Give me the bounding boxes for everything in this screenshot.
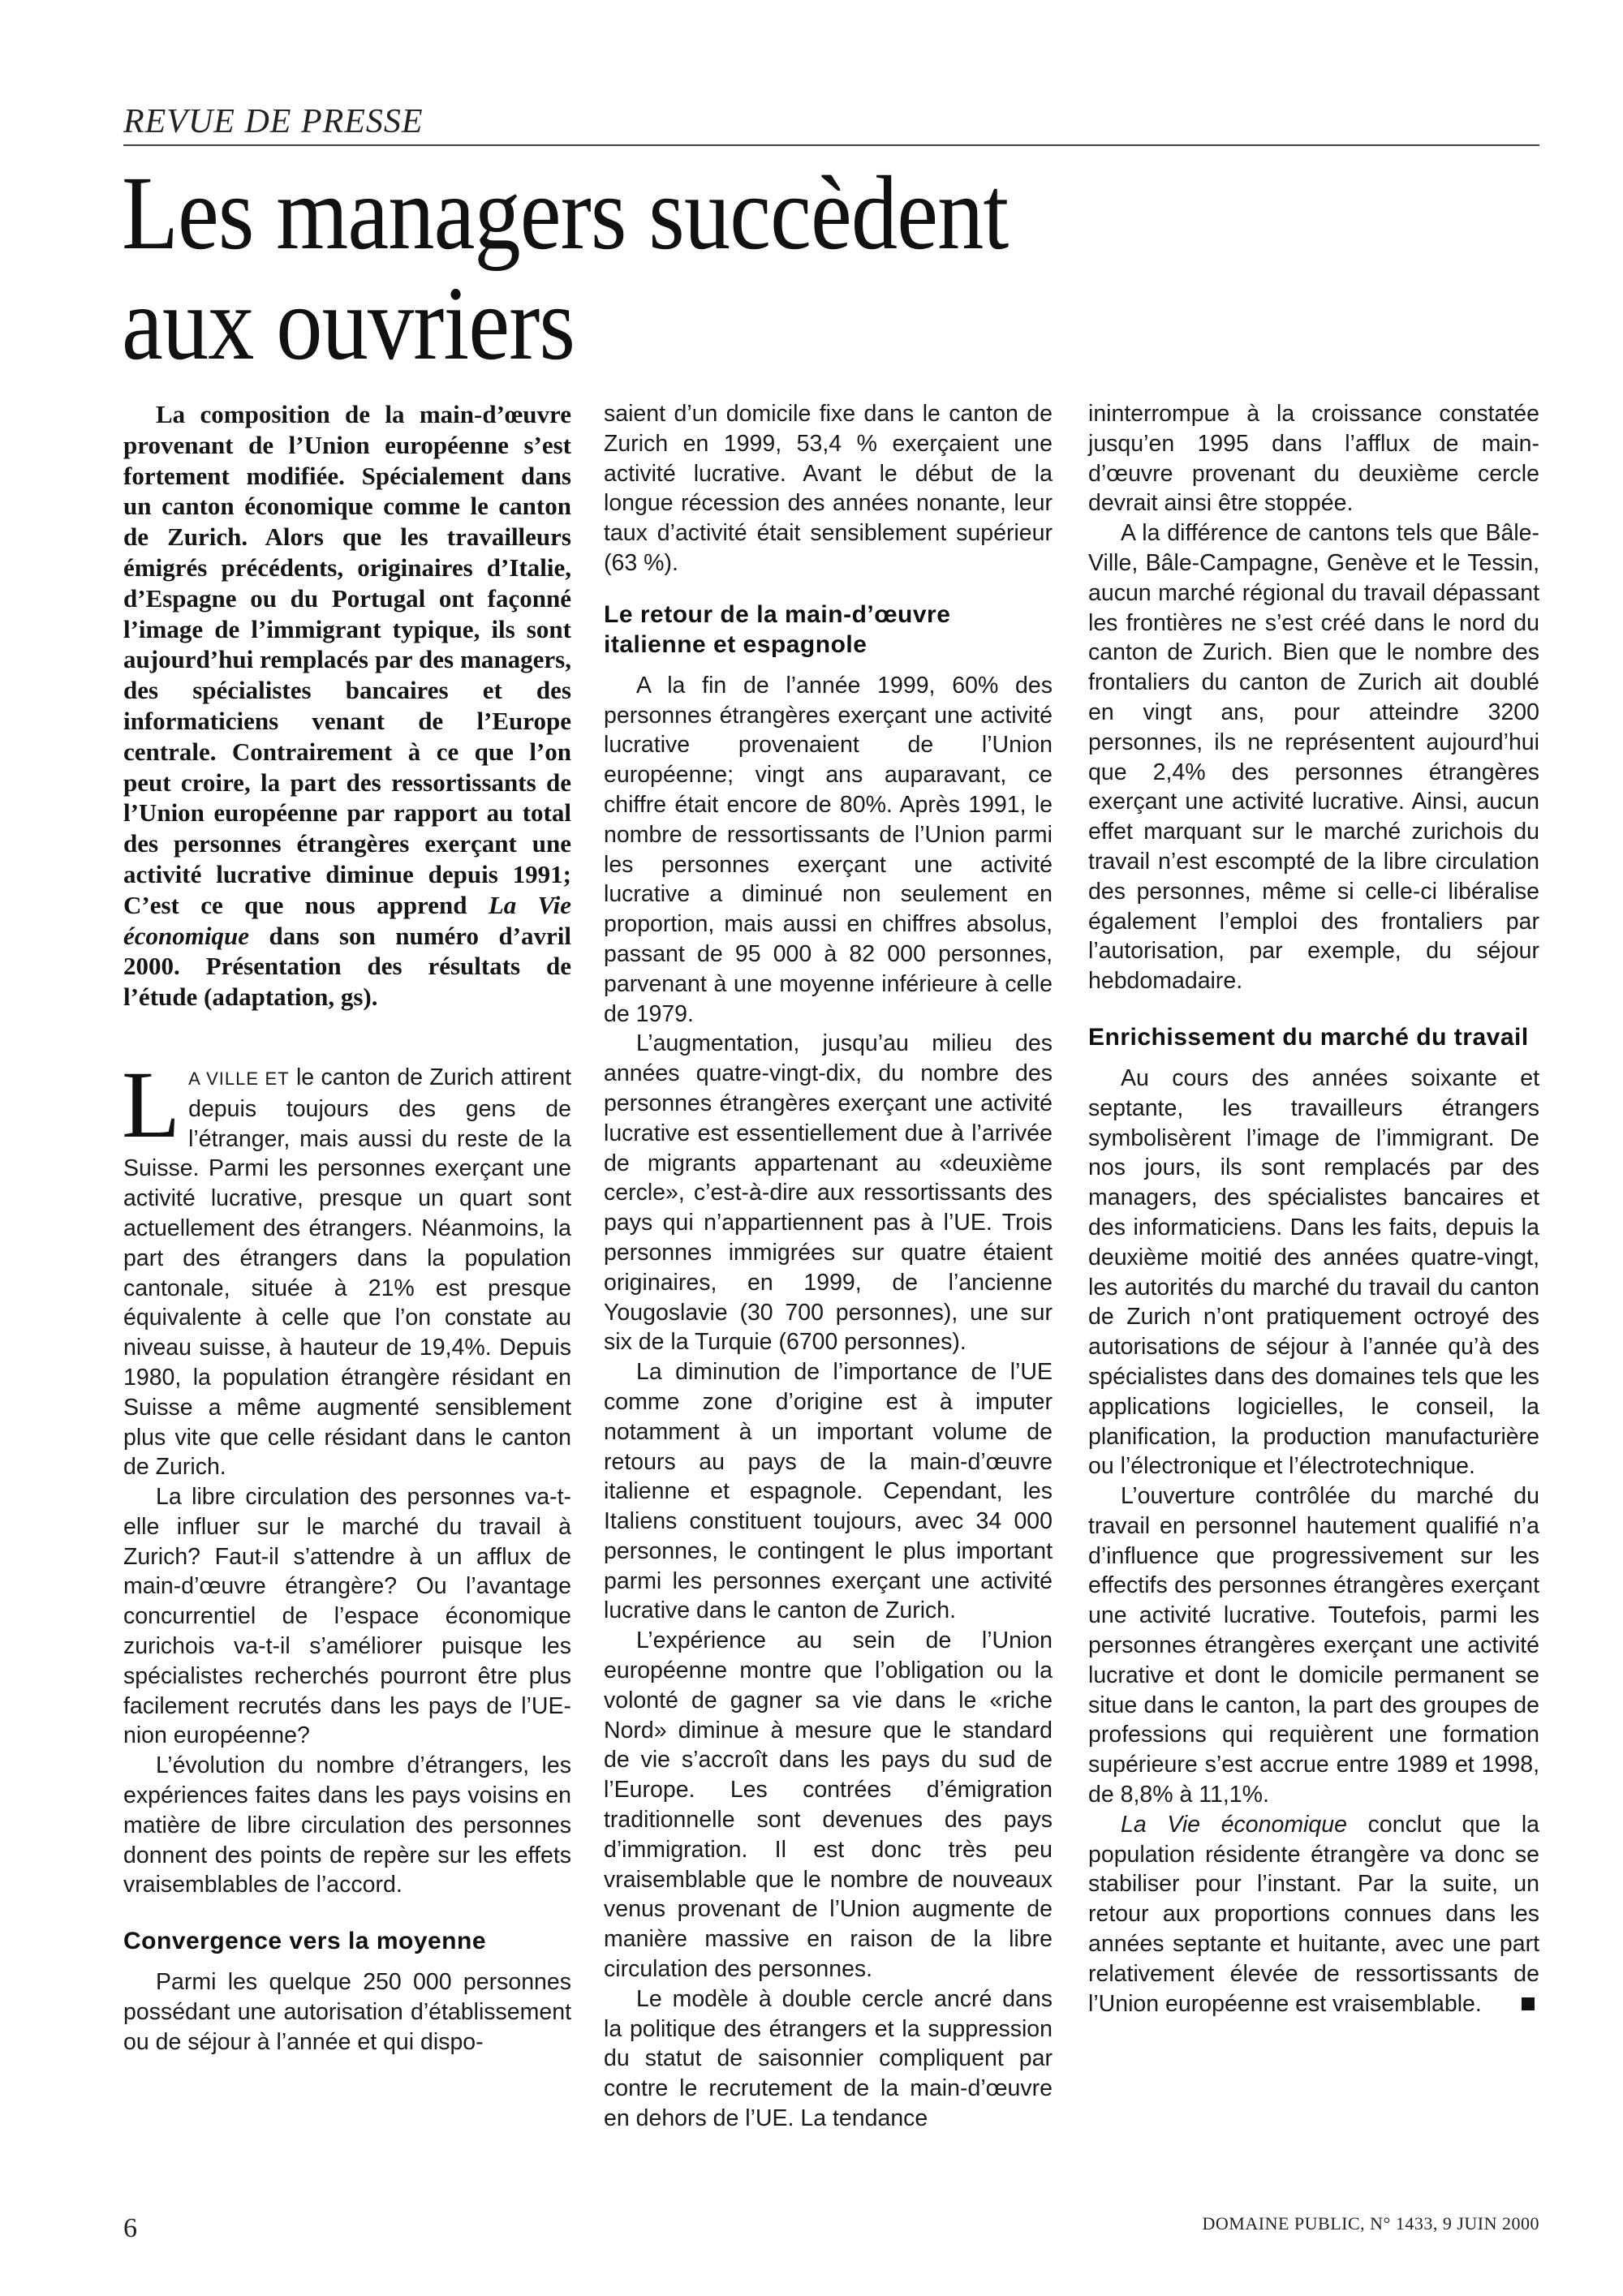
- body-paragraph-4-end: saient d’un domicile fixe dans le canton de Zurich en 1999, 53,4 % exerçaient une activité lucrative. Avant le début de la longue récession des années nonante, leur taux d’activité était sensiblement supérieur (63 %).: [604, 401, 1053, 576]
- header-rule: [123, 144, 1539, 146]
- body-paragraph-3: L’évolution du nombre d’étrangers, les expériences faites dans les pays voisins en matière de libre circulation des personnes donnent des points de repère sur les effets vraisemblables de l’accord.: [123, 1752, 571, 1898]
- article-title: [122, 155, 1050, 382]
- body-paragraph-10: A la différence de cantons tels que Bâle-Ville, Bâle-Campagne, Genève et le Tessin, aucun marché régional du travail dépassant les frontières ne s’est créé dans le nord du canton de Zurich. Bien que le nombre des frontaliers du canton de Zurich ait doublé en vingt ans, pour atteindre 3200 personnes, ils ne représentent aujourd’hui que 2,4% des personnes étrangères exerçant une activité lucrative. Ainsi, aucun effet marquant sur le marché zurichois du travail n’est escompté de la libre circulation des personnes, même si celle-ci libéralise également l’emploi des frontaliers par l’autorisation, par exemple, du séjour hebdomadaire.: [1088, 520, 1539, 995]
- section-label: REVUE DE PRESSE: [123, 103, 424, 140]
- body-paragraph-4-start: Parmi les quelque 250 000 personnes possédant une autorisation d’établissement ou de séjour à l’année et qui dispo-: [123, 1969, 571, 2055]
- footer-publication: DOMAINE PUBLIC, N° 1433, 9 JUIN 2000: [1202, 2213, 1539, 2234]
- body-paragraph-5: A la fin de l’année 1999, 60% des personnes étrangères exerçant une activité lucrative provenaient de l’Union européenne; vingt ans auparavant, ce chiffre était encore de 80%. Après 1991, le nombre de ressortissants de l’Union parmi les personnes exerçant une activité lucrative a diminué non seulement en proportion, mais aussi en chiffres absolus, passant de 95 000 à 82 000 personnes, parvenant à une moyenne inférieure à celle de 1979.: [604, 672, 1053, 1027]
- chapeau-paragraph: [123, 399, 571, 1013]
- paragraph-text: le canton de Zurich attirent depuis toujours des gens de l’étranger, mais aussi du reste de la Suisse. Parmi les personnes exerçant une activité lucrative, presque un quart sont actuellement des étrangers. Néanmoins, la part des étrangers dans la population cantonale, située à 21% est presque équivalente à celle que l’on constate au niveau suisse, à hauteur de 19,4%. Depuis 1980, la population étrangère résidant en Suisse a même augmenté sensiblement plus vite que celle résidant dans le canton de Zurich.: [123, 1064, 571, 1481]
- publication-name: La Vie économique: [1121, 1811, 1347, 1838]
- body-paragraph-1: [122, 1051, 571, 1482]
- body-paragraph-12: L’ouverture contrôlée du marché du travail en personnel hautement qualifié n’a d’influence que progressivement sur les effectifs des personnes étrangères exerçant une activité lucrative. Toutefois, parmi les personnes étrangères exerçant une activité lucrative et dont le domicile permanent se situe dans le canton, la part des groupes de professions qui requièrent une formation supérieure s’est accrue entre 1989 et 1998, de 8,8% à 11,1%.: [1088, 1483, 1539, 1808]
- subheading-retour: Le retour de la main-d’œuvre italienne et espagnole: [604, 600, 951, 658]
- body-paragraph-9-start: Le modèle à double cercle ancré dans la politique des étrangers et la suppression du statut de saisonnier compliquent par contre le recrutement de la main-d’œuvre en dehors de l’UE. La tendance: [604, 1985, 1053, 2132]
- lead-smallcaps: A VILLE ET: [188, 1068, 290, 1089]
- body-paragraph-11: Au cours des années soixante et septante, les travailleurs étrangers symbolisèrent l’image de l’immigrant. De nos jours, ils sont remplacés par des managers, des spécialistes bancaires et des informaticiens. Dans les faits, depuis la deuxième moitié des années quatre-vingt, les autorités du marché du travail du canton de Zurich n’ont pratiquement octroyé des autorisations de séjour à l’année qu’à des spécialistes dans des domaines tels que les applications logicielles, le conseil, la planification, la production manufacturière ou l’électronique et l’électrotechnique.: [1088, 1064, 1539, 1480]
- chapeau-text-after: dans son numéro d’avril 2000. Présentation des résultats de l’étude (adaptation, gs).: [123, 921, 571, 1012]
- chapeau-text-before: La composition de la main-d’œuvre provenant de l’Union européenne s’est fortement modifiée. Spécialement dans un canton économique comme le canton de Zurich. Alors que les travailleurs émigrés précédents, originaires d’Italie, d’Espagne ou du Portugal ont façonné l’image de l’immigrant typique, ils sont aujourd’hui remplacés par des managers, des spécialistes bancaires et des informaticiens venant de l’Europe centrale. Contrairement à ce que l’on peut croire, la part des ressortissants de l’Union européenne par rapport au total des personnes étrangères exerçant une activité lucrative diminue depuis 1991; C’est ce que nous apprend: [123, 400, 571, 919]
- chapeau-publication: La Vie économique: [123, 890, 571, 950]
- page-number: 6: [123, 2213, 137, 2243]
- body-paragraph-8: L’expérience au sein de l’Union européenne montre que l’obligation ou la volonté de gagner sa vie dans le «riche Nord» diminue à mesure que le standard de vie s’accroît dans les pays du sud de l’Europe. Les contrées d’émigration traditionnelle sont devenues des pays d’immigration. Il est donc très peu vraisemblable que le nombre de nouveaux venus provenant de l’Union augmente de manière massive en raison de la libre circulation des personnes.: [604, 1627, 1053, 1983]
- title-line-2: aux ouvriers: [122, 265, 575, 382]
- column-3: [1088, 399, 1539, 2019]
- column-1: [123, 399, 571, 2057]
- subheading-enrichissement: Enrichissement du marché du travail: [1088, 1023, 1529, 1051]
- body-paragraph-13: [1088, 1810, 1539, 2019]
- body-paragraph-2: La libre circulation des personnes va-t-elle influer sur le marché du travail à Zurich? Faut-il s’attendre à un afflux de main-d’œuvre étrangère? Ou l’avantage concurrentiel de l’espace économique zurichois va-t-il s’améliorer puisque les spécialistes recherchés pourront être plus facilement recrutés dans les pays de l’UE-nion européenne?: [123, 1484, 571, 1749]
- subheading-convergence: Convergence vers la moyenne: [123, 1928, 487, 1955]
- body-paragraph-6: L’augmentation, jusqu’au milieu des années quatre-vingt-dix, du nombre des personnes étrangères exerçant une activité lucrative est essentiellement due à l’arrivée de migrants appartenant au «deuxième cercle», c’est-à-dire aux ressortissants des pays qui n’appartiennent pas à l’UE. Trois personnes immigrées sur quatre étaient originaires, en 1999, de l’ancienne Yougoslavie (30 700 personnes), une sur six de la Turquie (6700 personnes).: [604, 1030, 1053, 1356]
- body-paragraph-9-end: ininterrompue à la croissance constatée jusqu’en 1995 dans l’afflux de main-d’œuvre provenant du deuxième cercle devrait ainsi être stoppée.: [1088, 401, 1539, 517]
- chapeau: [123, 399, 571, 1013]
- drop-cap: L: [122, 1051, 181, 1158]
- column-2: [604, 399, 1053, 2134]
- title-line-1: Les managers succèdent: [122, 155, 1009, 272]
- body-paragraph-7: La diminution de l’importance de l’UE comme zone d’origine est à imputer notamment à un important volume de retours au pays de la main-d’œuvre italienne et espagnole. Cependant, les Italiens constituent toujours, avec 34 000 personnes, le contingent le plus important parmi les personnes exerçant une activité lucrative dans le canton de Zurich.: [604, 1359, 1053, 1624]
- end-of-article-mark: [1522, 1997, 1535, 2010]
- paragraph-text: conclut que la population résidente étrangère va donc se stabiliser pour l’instant. Par la suite, un retour aux proportions connues dans les années septante et huitante, avec une part relativement élevée de ressortissants de l’Union européenne est vraisemblable.: [1088, 1811, 1539, 2017]
